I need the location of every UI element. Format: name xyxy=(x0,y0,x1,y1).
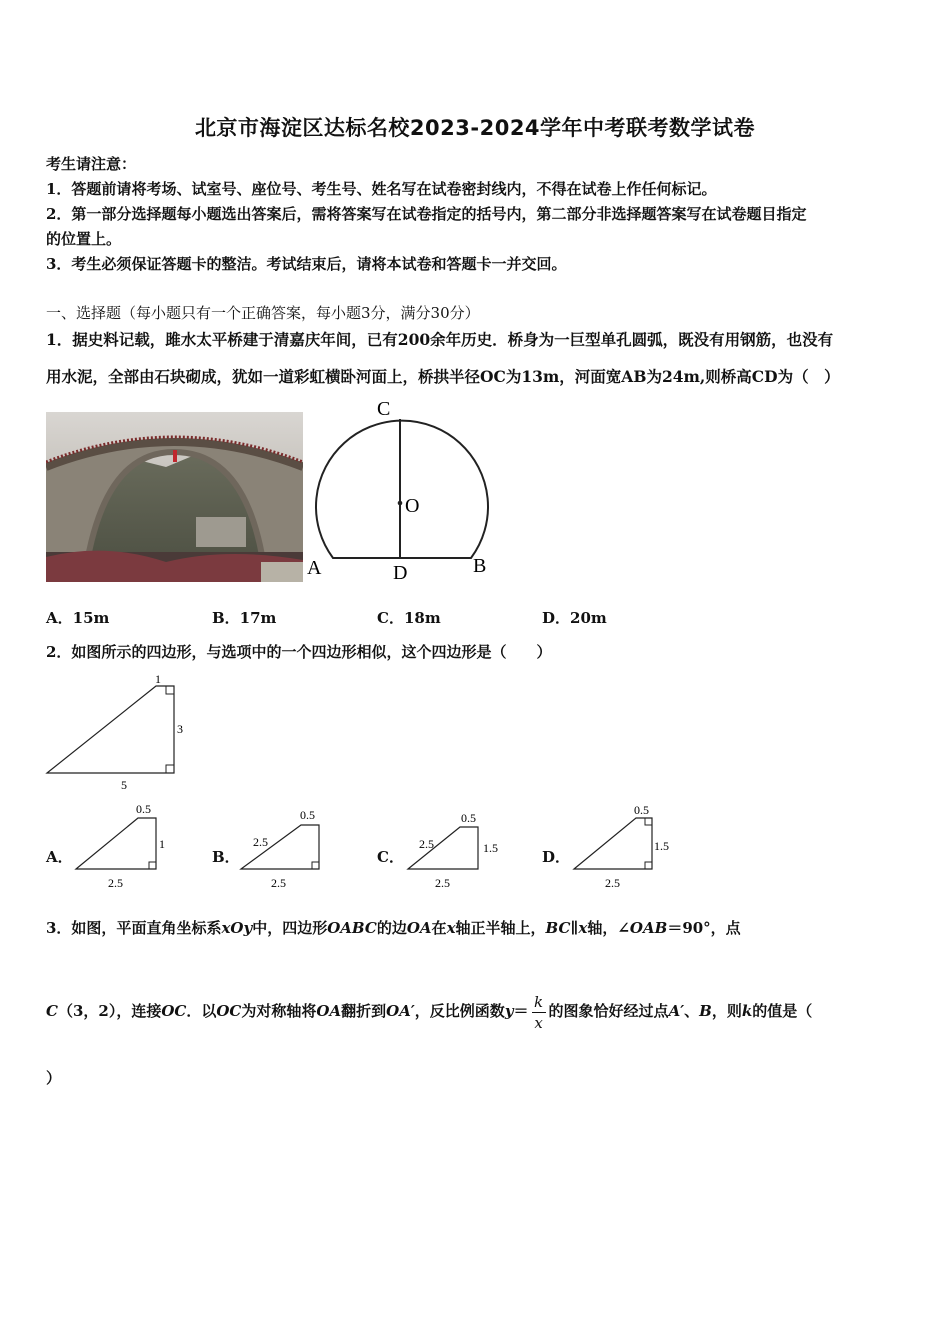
d-top-label: 0.5 xyxy=(634,803,649,817)
q2-option-c-figure[interactable] xyxy=(404,800,514,895)
b-top-label: 0.5 xyxy=(300,808,315,822)
q2-option-a-figure[interactable] xyxy=(72,800,172,895)
q3-text: 为对称轴将 xyxy=(241,1002,317,1020)
q2-option-b-figure[interactable] xyxy=(237,800,337,895)
q3-text: （3，2），连接 xyxy=(57,1002,162,1020)
q3-var: OA′ xyxy=(386,1002,415,1020)
d-bottom-label: 2.5 xyxy=(605,876,620,890)
q3-text: ，则 xyxy=(711,1002,742,1020)
q3-var: C xyxy=(46,1002,58,1020)
section-heading: 一、选择题（每小题只有一个正确答案，每小题3分，满分30分） xyxy=(46,304,480,322)
q1-option-c[interactable]: C．18m xyxy=(377,609,441,627)
q3-text: 轴正半轴上， xyxy=(455,919,546,937)
q3-text: 的值是（ xyxy=(752,1002,813,1020)
bridge-photo xyxy=(46,412,303,582)
bridge-diagram xyxy=(305,398,505,583)
c-side-label: 1.5 xyxy=(483,841,498,855)
notice-item-3: 3．考生必须保证答题卡的整洁。考试结束后，请将本试卷和答题卡一并交回。 xyxy=(46,255,567,273)
a-side-label: 1 xyxy=(159,837,165,851)
label-b: B xyxy=(473,555,487,577)
notice-item-2: 2．第一部分选择题每小题选出答案后，需将答案写在试卷指定的括号内，第二部分非选择题答案写在试卷题目指定 xyxy=(46,205,807,223)
q1-line-1: 1．据史料记载，雎水太平桥建于清嘉庆年间，已有200余年历史．桥身为一巨型单孔圆弧，既没有用钢筋，也没有 xyxy=(46,330,834,349)
q3-var: B xyxy=(699,1002,712,1020)
q2-option-c-letter[interactable]: C． xyxy=(377,848,404,866)
q1-option-b[interactable]: B．17m xyxy=(212,609,277,627)
bridge-photo-image xyxy=(46,412,303,582)
q2-main-figure xyxy=(44,672,194,792)
q3-var: OA xyxy=(316,1002,342,1020)
main-right-label: 3 xyxy=(177,722,183,736)
q1-line-2: 用水泥，全部由石块砌成，犹如一道彩虹横卧河面上，桥拱半径OC为13m，河面宽AB为24m,则桥高CD为（ ） xyxy=(46,367,840,386)
label-a: A xyxy=(307,557,322,579)
q3-var: xOy xyxy=(221,919,253,937)
fraction-denominator: x xyxy=(534,1013,543,1032)
q3-text: ＝90°，点 xyxy=(667,919,741,937)
main-bottom-label: 5 xyxy=(121,778,127,792)
q3-var: OC xyxy=(161,1002,187,1020)
q3-text: 的图象恰好经过点 xyxy=(548,1002,669,1020)
q3-text: 、 xyxy=(684,1002,700,1020)
notice-heading: 考生请注意： xyxy=(46,155,137,173)
arc-outline xyxy=(316,421,488,558)
fraction-numerator: k xyxy=(534,992,544,1011)
c-top-label: 0.5 xyxy=(461,811,476,825)
q3-line-3: ） xyxy=(46,1069,62,1087)
q3-line-2 xyxy=(46,980,812,1042)
b-bottom-label: 2.5 xyxy=(271,876,286,890)
q3-var: x xyxy=(446,919,456,937)
a-top-label: 0.5 xyxy=(136,802,151,816)
q3-var: y xyxy=(504,1002,514,1020)
q3-text: 3．如图，平面直角坐标系 xyxy=(46,919,222,937)
q3-text: 的边 xyxy=(376,919,407,937)
c-slant-label: 2.5 xyxy=(419,837,434,851)
q3-text: 翻折到 xyxy=(341,1002,387,1020)
q3-var: x xyxy=(578,919,588,937)
q3-var: k xyxy=(741,1002,753,1020)
q3-text: ＝ xyxy=(513,1002,529,1020)
q3-var: OAB xyxy=(629,919,668,937)
q3-text: ．以 xyxy=(186,1002,217,1020)
a-bottom-label: 2.5 xyxy=(108,876,123,890)
q3-var: OABC xyxy=(327,919,377,937)
center-point xyxy=(398,501,403,506)
label-o: O xyxy=(405,495,420,517)
q2-option-b-letter[interactable]: B． xyxy=(212,848,240,866)
q2-option-a-letter[interactable]: A． xyxy=(46,848,73,866)
q3-text: 轴，∠ xyxy=(587,919,630,937)
page-title: 北京市海淀区达标名校2023-2024学年中考联考数学试卷 xyxy=(194,116,756,140)
main-top-label: 1 xyxy=(155,672,161,686)
c-bottom-label: 2.5 xyxy=(435,876,450,890)
label-d: D xyxy=(393,562,408,583)
notice-item-2-cont: 的位置上。 xyxy=(46,230,122,248)
q1-option-d[interactable]: D．20m xyxy=(542,609,607,627)
fraction-bar xyxy=(532,1012,546,1013)
q3-var: OC xyxy=(216,1002,242,1020)
q3-line-1 xyxy=(46,917,741,938)
q3-var: OA xyxy=(406,919,432,937)
q3-var: A′ xyxy=(668,1002,685,1020)
label-c: C xyxy=(377,398,391,420)
q3-text: 中，四边形 xyxy=(252,919,328,937)
notice-item-1: 1．答题前请将考场、试室号、座位号、考生号、姓名写在试卷密封线内，不得在试卷上作任何标记。 xyxy=(46,180,717,198)
fraction-k-over-x xyxy=(532,994,546,1031)
q3-text: ∥ xyxy=(570,919,579,937)
q3-text: 在 xyxy=(431,919,447,937)
q3-var: BC xyxy=(545,919,571,937)
q2-option-d-letter[interactable]: D． xyxy=(542,848,571,866)
q2-option-d-figure[interactable] xyxy=(570,800,680,895)
b-slant-label: 2.5 xyxy=(253,835,268,849)
q3-text: ，反比例函数 xyxy=(414,1002,505,1020)
d-side-label: 1.5 xyxy=(654,839,669,853)
q2-stem: 2．如图所示的四边形，与选项中的一个四边形相似，这个四边形是（ ） xyxy=(46,643,552,661)
q1-option-a[interactable]: A．15m xyxy=(46,609,110,627)
